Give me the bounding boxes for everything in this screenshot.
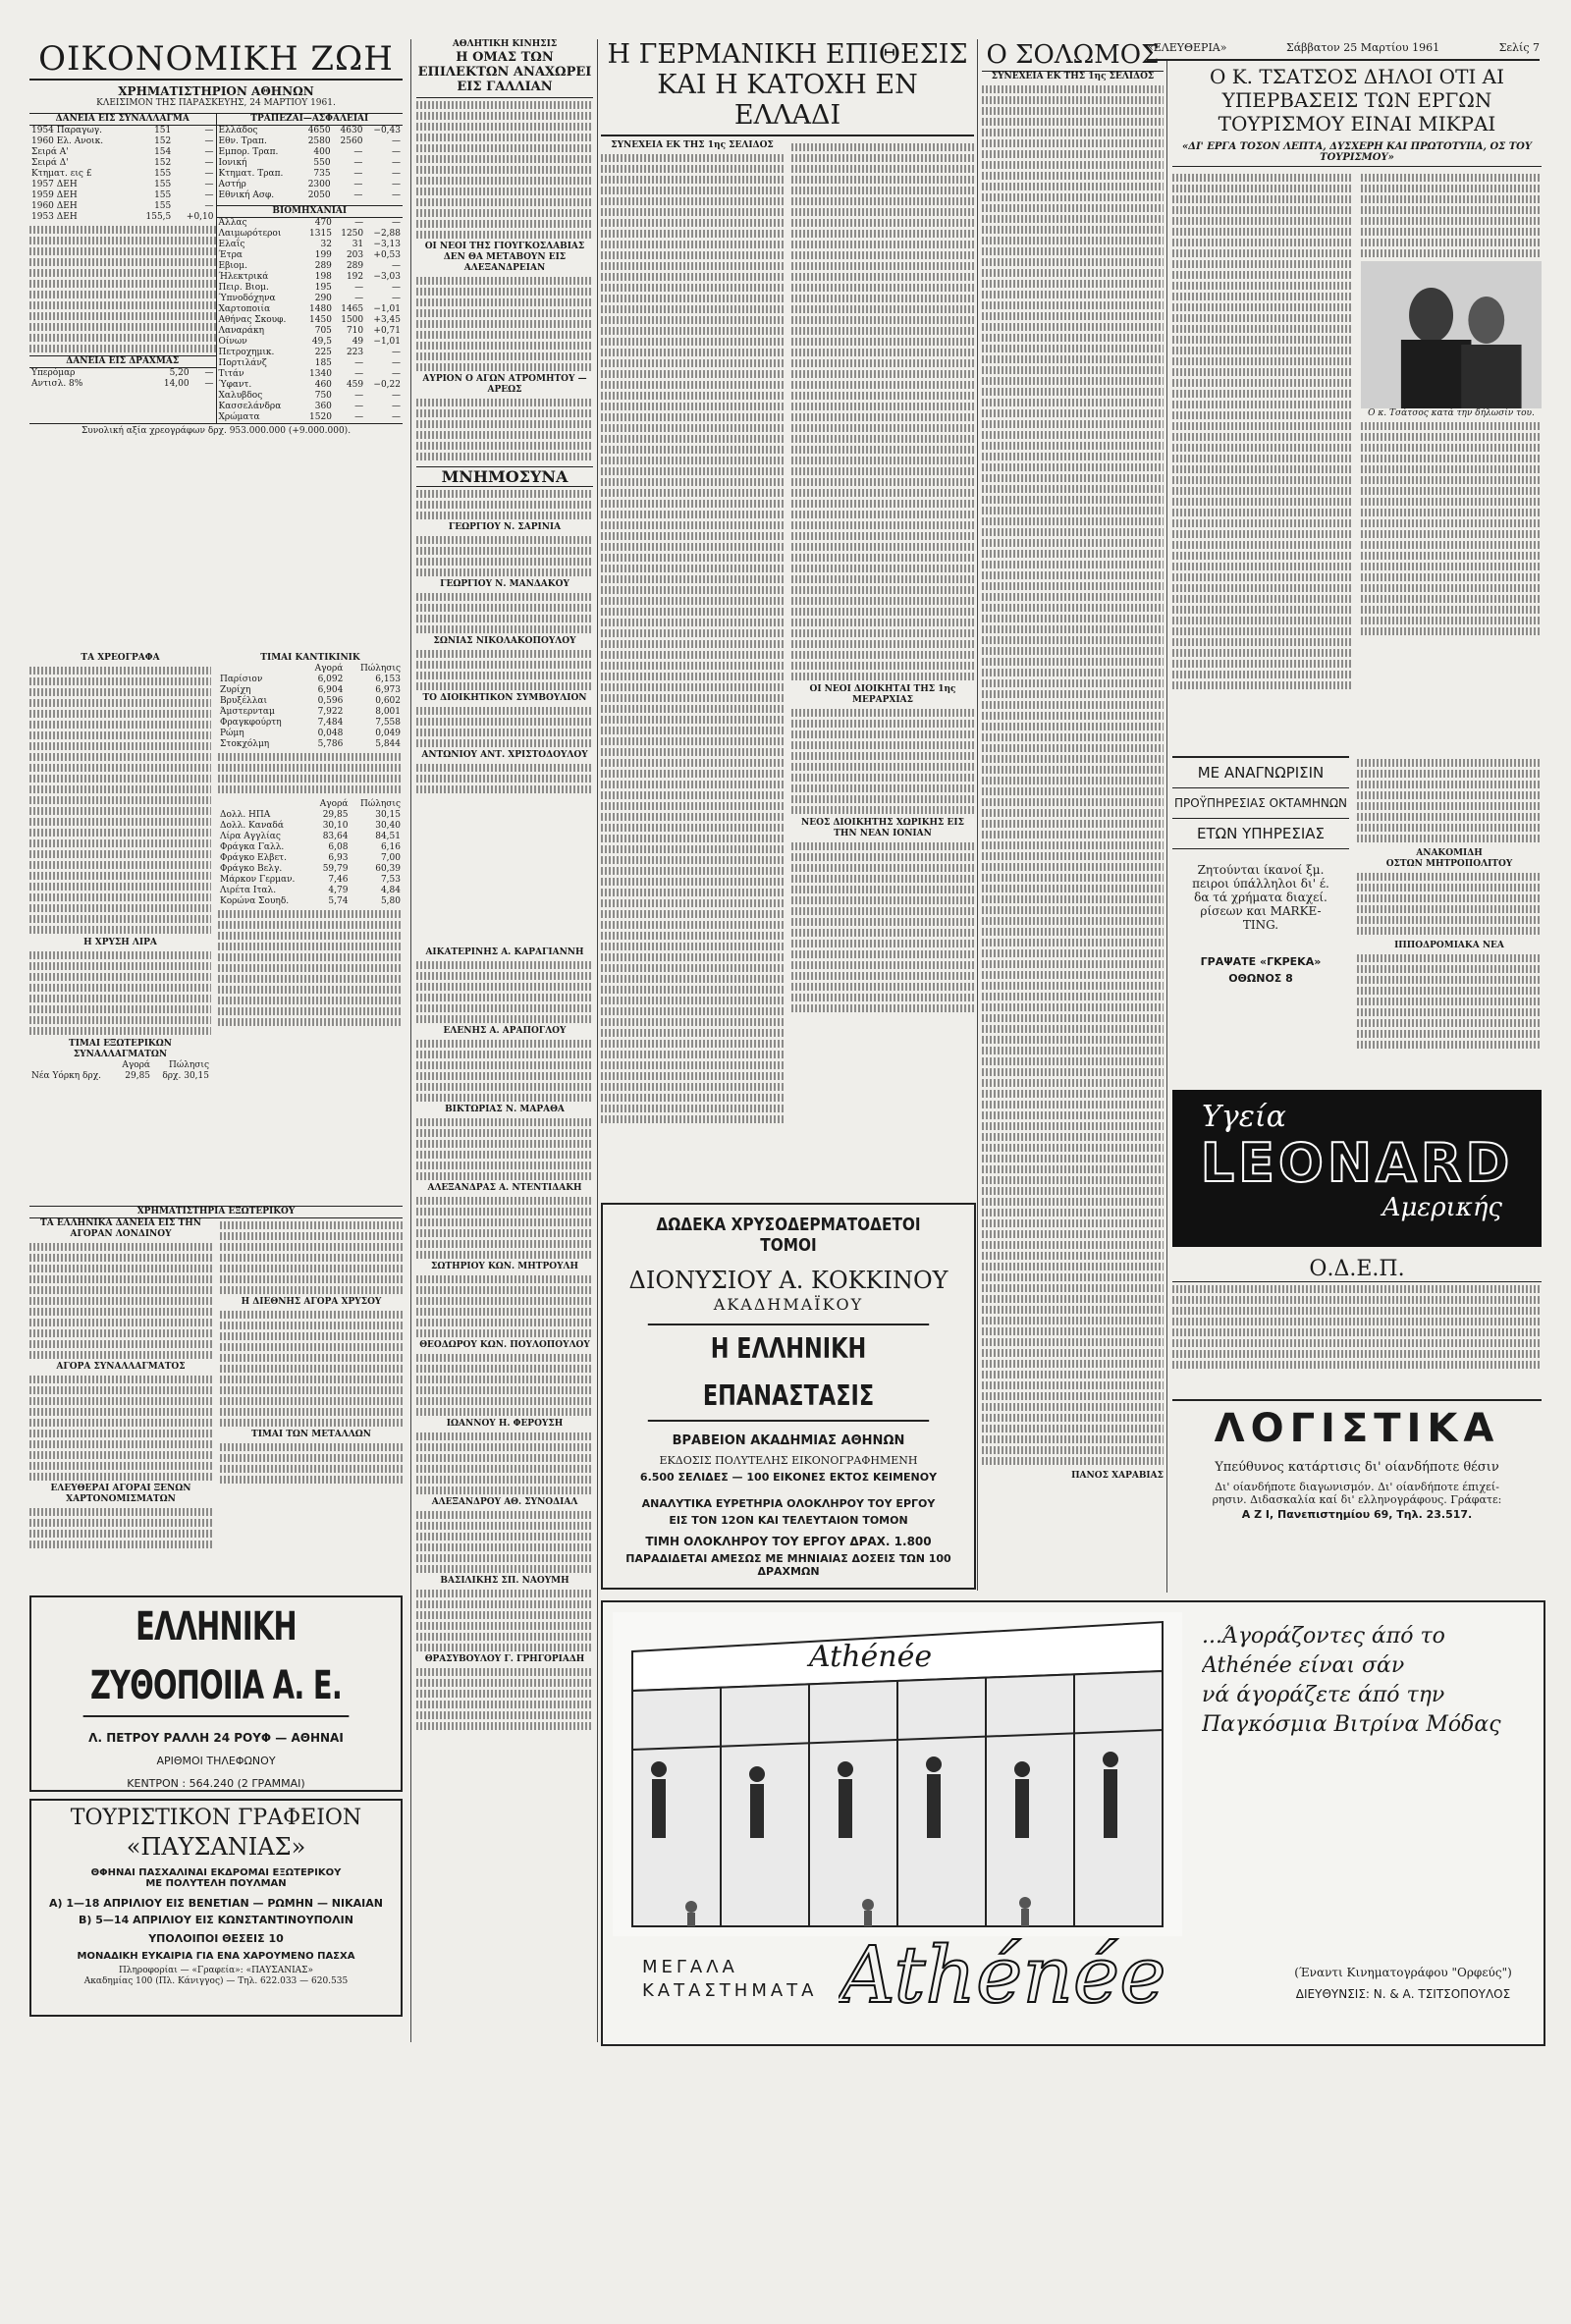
kokkinos-author: ΔΙΟΝΥΣΙΟΥ Α. ΚΟΚΚΙΝΟΥ [628, 1267, 948, 1294]
travel-ad [29, 1799, 403, 2017]
table-row: Δολλ. ΗΠΑ 29,85 30,15 [220, 810, 401, 820]
table-row: Κασσελάνδρα 360 — — [218, 402, 401, 411]
table-row: Ύφαντ. 460 459 −0,22 [218, 380, 401, 390]
athletics-title: Η ΟΜΑΣ ΤΩΝ ΕΠΙΛΕΚΤΩΝ ΑΝΑΧΩΡΕΙ ΕΙΣ ΓΑΛΛΙΑΝ [416, 50, 593, 98]
table-row: Ελαΐς 32 31 −3,13 [218, 240, 401, 249]
table-row: Δολλ. Καναδά 30,10 30,40 [220, 821, 401, 831]
memorial-name: ΘΕΟΔΩΡΟΥ ΚΩΝ. ΠΟΥΛΟΠΟΥΛΟΥ [419, 1340, 590, 1350]
leonard-brand: LEONARD [1200, 1132, 1514, 1194]
table-row: Τιτάν 1340 — — [218, 369, 401, 379]
beer-ad-title: ΕΛΛΗΝΙΚΗ ΖΥΘΟΠΟΙΙΑ Α. Ε. [83, 1597, 350, 1717]
athenee-big1: ΜΕΓΑΛΑ [642, 1957, 738, 1977]
accounting-line4: Α Ζ Ι, Πανεπιστημίου 69, Τηλ. 23.517. [1241, 1508, 1473, 1521]
athenee-tagline-2: Athénée είναι σάν [1202, 1653, 1405, 1678]
travel-ad-unique: ΜΟΝΑΔΙΚΗ ΕΥΚΑΙΡΙΑ ΓΙΑ ΕΝΑ ΧΑΡΟΥΜΕΝΟ ΠΑΣΧΑ [77, 1951, 355, 1962]
jobs-title3: ΕΤΩΝ ΥΠΗΡΕΣΙΑΣ [1172, 819, 1349, 849]
memorial-name: ΒΙΚΤΩΡΙΑΣ Ν. ΜΑΡΑΘΑ [445, 1105, 565, 1114]
jobs-write: ΓΡΑΨΑΤΕ «ΓΚΡΕΚΑ» [1200, 955, 1322, 968]
table-row: Έτρα 199 203 +0,53 [218, 250, 401, 260]
securities-title: ΤΑ ΧΡΕΟΓΡΑΦΑ [81, 653, 160, 663]
jobs-body2: πειροι ύπάλληλοι δι' έ. [1192, 877, 1329, 891]
athenee-footer [1271, 1966, 1536, 2025]
metropolitan-title2: ΟΣΤΩΝ ΜΗΤΡΟΠΟΛΙΤΟΥ [1385, 859, 1513, 869]
tsatsos-deck: «ΔΙ' ΕΡΓΑ ΤΟΣΟΝ ΛΕΠΤΑ, ΔΥΣΧΕΡΗ ΚΑΙ ΠΡΩΤΟΤΥΠΑ, ΟΣ ΤΟΥ ΤΟΥΡΙΣΜΟΥ» [1172, 141, 1542, 167]
table-row: Νέα Υόρκη δρχ. 29,85 δρχ. 30,15 [31, 1071, 209, 1081]
athletics-sub1: ΟΙ ΝΕΟΙ ΤΗΣ ΓΙΟΥΓΚΟΣΛΑΒΙΑΣ ΔΕΝ ΘΑ ΜΕΤΑΒΟΥΝ ΕΙΣ ΑΛΕΞΑΝΔΡΕΙΑΝ [424, 242, 585, 273]
table-row: Οίνων 49,5 49 −1,01 [218, 337, 401, 347]
athenee-store-sign: Athénée [809, 1640, 933, 1674]
table-row: Αστήρ 2300 — — [218, 180, 401, 189]
kokkinos-volumes: ΕΙΣ ΤΟΝ 12ΟΝ ΚΑΙ ΤΕΛΕΥΤΑΙΟΝ ΤΟΜΟΝ [669, 1514, 908, 1527]
travel-ad-title1: ΤΟΥΡΙΣΤΙΚΟΝ ΓΡΑΦΕΙΟΝ [70, 1806, 362, 1830]
banks-table [217, 126, 404, 201]
coins-title: ΤΙΜΑΙ ΚΑΝΤΙΚΙΝΙΚ [260, 653, 360, 663]
memorial-name: ΑΛΕΞΑΝΔΡΑΣ Α. ΝΤΕΝΤΙΔΑΚΗ [427, 1183, 582, 1193]
solomos-article [982, 39, 1164, 1591]
solomos-title: Ο ΣΟΛΩΜΟΣ [982, 39, 1164, 72]
jobs-street: ΟΘΩΝΟΣ 8 [1228, 972, 1293, 985]
memorial-name: ΓΕΩΡΓΙΟΥ Ν. ΜΑΝΔΑΚΟΥ [440, 579, 569, 589]
kokkinos-series: ΔΩΔΕΚΑ ΧΡΥΣΟΔΕΡΜΑΤΟΔΕΤΟΙ ΤΟΜΟΙ [656, 1215, 921, 1256]
currency-title: ΑΓΟΡΑ ΣΥΝΑΛΛΑΓΜΑΤΟΣ [56, 1362, 186, 1372]
travel-ad-trip2: Β) 5—14 ΑΠΡΙΛΙΟΥ ΕΙΣ ΚΩΝΣΤΑΝΤΙΝΟΥΠΟΛΙΝ [79, 1914, 353, 1926]
memorial-name: ΣΩΤΗΡΙΟΥ ΚΩΝ. ΜΗΤΡΟΥΛΗ [431, 1262, 578, 1271]
table-row: Φραγκφούρτη 7,484 7,558 [220, 718, 401, 728]
table-row: Πειρ. Βιομ. 195 — — [218, 283, 401, 293]
kokkinos-index: ΑΝΑΛΥΤΙΚΑ ΕΥΡΕΤΗΡΙΑ ΟΛΟΚΛΗΡΟΥ ΤΟΥ ΕΡΓΟΥ [641, 1497, 936, 1510]
jobs-title1: ΜΕ ΑΝΑΓΝΩΡΙΣΙΝ [1172, 758, 1349, 788]
table-row: Εβιομ. 289 289 — [218, 261, 401, 271]
table-row: Κτηματ. εις £ 155 — [31, 169, 214, 179]
athenee-store-illustration [613, 1612, 1182, 1936]
jobs-body4: ρίσεων και MARKE- [1200, 904, 1322, 918]
solomos-continue: ΣΥΝΕΧΕΙΑ ΕΚ ΤΗΣ 1ης ΣΕΛΙΔΟΣ [991, 72, 1155, 81]
table-row: Λαναράκη 705 710 +0,71 [218, 326, 401, 336]
table-row: Ελλάδος 4650 4630 −0,43 [218, 126, 401, 135]
accounting-line1: Υπεύθυνος κατάρτισις δι' οίανδήποτε θέσιν [1215, 1460, 1499, 1475]
table-row: Κορώνα Σουηδ. 5,74 5,80 [220, 896, 401, 906]
travel-ad-seats: ΥΠΟΛΟΙΠΟΙ ΘΕΣΕΙΣ 10 [148, 1932, 284, 1945]
table-row: Χαλυβδος 750 — — [218, 391, 401, 401]
masthead-date: Σάββατον 25 Μαρτίου 1961 [1285, 41, 1440, 54]
hippo-metropolitan-column [1357, 756, 1542, 1080]
memorial-name: ΓΕΩΡΓΙΟΥ Ν. ΣΑΡΙΝΙΑ [448, 522, 562, 532]
tsatsos-title: Ο Κ. ΤΣΑΤΣΟΣ ΔΗΛΟΙ ΟΤΙ ΑΙ ΥΠΕΡΒΑΣΕΙΣ ΤΩΝ ΕΡΓΩΝ ΤΟΥΡΙΣΜΟΥ ΕΙΝΑΙ ΜΙΚΡΑΙ [1209, 65, 1505, 135]
odep-notice [1172, 1257, 1542, 1394]
banks-header: ΤΡΑΠΕΖΑΙ—ΑΣΦΑΛΕΙΑΙ [217, 114, 404, 126]
athenee-tagline-1: ...Άγοράζοντες άπό το [1202, 1624, 1445, 1648]
leonard-origin: Αμερικής [1381, 1193, 1502, 1222]
exchange-title: ΧΡΗΜΑΤΙΣΤΗΡΙΟΝ ΑΘΗΝΩΝ [118, 84, 314, 98]
memorial-name: ΕΛΕΝΗΣ Α. ΑΡΑΠΟΓΛΟΥ [443, 1026, 567, 1036]
athenee-tagline-3: νά άγοράζετε άπό την [1202, 1683, 1445, 1707]
table-row: Χαρτοποιία 1480 1465 −1,01 [218, 304, 401, 314]
table-row: Εθν. Τραπ. 2580 2560 — [218, 136, 401, 146]
table-row: 1960 ΔΕΗ 155 — [31, 201, 214, 211]
jobs-title2: ΠΡΟΫΠΗΡΕΣΙΑΣ ΟΚΤΑΜΗΝΩΝ [1172, 788, 1349, 819]
gold-intl-title: Η ΔΙΕΘΝΗΣ ΑΓΟΡΑ ΧΡΥΣΟΥ [241, 1297, 382, 1307]
kokkinos-price: ΤΙΜΗ ΟΛΟΚΛΗΡΟΥ ΤΟΥ ΕΡΓΟΥ ΔΡΑΧ. 1.800 [645, 1535, 932, 1548]
kokkinos-academic: ΑΚΑΔΗΜΑΪΚΟΥ [713, 1295, 864, 1314]
memorials-council: ΤΟ ΔΙΟΙΚΗΤΙΚΟΝ ΣΥΜΒΟΥΛΙΟΝ [422, 693, 587, 703]
athenee-address: (Έναντι Κινηματογράφου "Ορφεύς") [1294, 1966, 1512, 1979]
kokkinos-book: Η ΕΛΛΗΝΙΚΗ ΕΠΑΝΑΣΤΑΣΙΣ [648, 1324, 929, 1422]
gold-title: Η ΧΡΥΣΗ ΛΙΡΑ [83, 938, 157, 947]
table-row: Εμπορ. Τραπ. 400 — — [218, 147, 401, 157]
tsatsos-photo [1361, 261, 1542, 408]
athenee-ad [601, 1600, 1545, 2046]
memorial-name: ΑΛΕΞΑΝΔΡΟΥ ΑΘ. ΣΥΝΟΔΙΑΛ [431, 1497, 578, 1507]
table-row: Βρυξέλλαι 0,596 0,602 [220, 696, 401, 706]
table-row: Φράγκο Βελγ. 59,79 60,39 [220, 864, 401, 874]
loans-table [29, 126, 216, 223]
economy-title: ΟΙΚΟΝΟΜΙΚΗ ΖΩΗ [29, 39, 403, 81]
total-value: Συνολική αξία χρεογράφων δρχ. 953.000.000 (+9.000.000). [29, 423, 403, 437]
tsatsos-caption: Ο κ. Τσάτσος κατά την δήλωσίν του. [1368, 408, 1535, 418]
table-row: Άμστερνταμ 7,922 8,001 [220, 707, 401, 717]
memorials-title: ΜΝΗΜΟΣΥΝΑ [416, 466, 593, 487]
tsatsos-article [1172, 65, 1542, 742]
table-row: 1957 ΔΕΗ 155 — [31, 180, 214, 189]
securities-column [29, 653, 211, 1203]
memorial-name: ΑΝΤΩΝΙΟΥ ΑΝΤ. ΧΡΙΣΤΟΔΟΥΛΟΥ [421, 750, 588, 760]
travel-ad-trip1: Α) 1—18 ΑΠΡΙΛΙΟΥ ΕΙΣ ΒΕΝΕΤΙΑΝ — ΡΩΜΗΝ — ΝΙΚΑΙΑΝ [49, 1897, 383, 1910]
masthead-page: Σελίς 7 [1498, 41, 1540, 54]
jobs-body5: TING. [1242, 918, 1279, 932]
coins-table: Αγορά Πώλησις Παρίσιον 6,092 6,153 Ζυρίχη 6,904 6,973 Βρυξέλλαι 0,596 0,602 Άμστερνταμ 7,922 8,001 Φραγκφούρτη 7,484 7,558 Ρώμη 0,048 0,049 Στοκχόλμη 5,786 5,844 [220, 664, 401, 749]
athenee-tagline-4: Παγκόσμια Βιτρίνα Μόδας [1202, 1712, 1501, 1737]
war-sub2: ΝΕΟΣ ΔΙΟΙΚΗΤΗΣ ΧΩΡΙΚΗΣ ΕΙΣ ΤΗΝ ΝΕΑΝ ΙΟΝΙΑΝ [801, 818, 964, 838]
jobs-body1: Ζητούνται ίκανοί ξμ. [1197, 863, 1325, 877]
beer-ad-phones-label: ΑΡΙΘΜΟΙ ΤΗΛΕΦΩΝΟΥ [156, 1755, 276, 1767]
metropolitan-title1: ΑΝΑΚΟΜΙΔΗ [1416, 848, 1483, 858]
athenee-big-label [642, 1956, 819, 2015]
jobs-ad [1172, 756, 1349, 1082]
portrait-icon [1361, 261, 1542, 408]
table-row: Άλλας 470 — — [218, 218, 401, 228]
rates-column [218, 653, 403, 1203]
table-row: Λαιμωρότεροι 1315 1250 −2,88 [218, 229, 401, 239]
odep-title: Ο.Δ.Ε.Π. [1172, 1257, 1542, 1282]
drachma-loans-header: ΔΑΝΕΙΑ ΕΙΣ ΔΡΑΧΜΑΣ [29, 355, 216, 368]
table-row: Στοκχόλμη 5,786 5,844 [220, 739, 401, 749]
travel-ad-title2: «ΠΑΥΣΑΝΙΑΣ» [126, 1833, 306, 1861]
memorial-name: ΣΩΝΙΑΣ ΝΙΚΟΛΑΚΟΠΟΥΛΟΥ [433, 636, 576, 646]
solomos-byline: ΠΑΝΟΣ ΧΑΡΑΒΙΑΣ [1071, 1471, 1164, 1481]
table-row: Μάρκον Γερμαν. 7,46 7,53 [220, 875, 401, 885]
table-row: Ρώμη 0,048 0,049 [220, 729, 401, 738]
kokkinos-edition: ΕΚΔΟΣΙΣ ΠΟΛΥΤΕΛΗΣ ΕΙΚΟΝΟΓΡΑΦΗΜΕΝΗ [659, 1454, 918, 1467]
travel-ad-address: Ακαδημίας 100 (Πλ. Κάνιγγος) — Τηλ. 622.033 — 620.535 [83, 1976, 349, 1986]
exchange-quotes-table: Αγορά Πώλησις Νέα Υόρκη δρχ. 29,85 δρχ. 30,15 [31, 1060, 209, 1081]
table-row: Φράγκα Γαλλ. 6,08 6,16 [220, 842, 401, 852]
leonard-ad [1172, 1090, 1542, 1247]
athletics-sub2: ΑΥΡΙΟΝ Ο ΑΓΩΝ ΑΤΡΟΜΗΤΟΥ — ΑΡΕΩΣ [422, 374, 587, 395]
table-row: Ήλεκτρικά 198 192 −3,03 [218, 272, 401, 282]
hippo-title: ΙΠΠΟΔΡΟΜΙΑΚΑ ΝΕΑ [1394, 941, 1504, 950]
metals-title: ΤΙΜΑΙ ΤΩΝ ΜΕΤΑΛΛΩΝ [251, 1430, 371, 1439]
memorials-continued [416, 947, 593, 2047]
free-market-title: ΕΛΕΥΘΕΡΑΙ ΑΓΟΡΑΙ ΞΕΝΩΝ ΧΑΡΤΟΝΟΜΙΣΜΑΤΩΝ [50, 1484, 191, 1504]
foreign-exchange-section [29, 1206, 403, 1579]
accounting-ad [1172, 1399, 1542, 1558]
beer-ad-center: ΚΕΝΤΡΟΝ : 564.240 (2 ΓΡΑΜΜΑΙ) [127, 1777, 305, 1790]
kokkinos-ad [601, 1203, 976, 1590]
table-row: 1953 ΔΕΗ 155,5 +0,10 [31, 212, 214, 222]
table-row: Υπερόμαρ 5,20 — [31, 368, 214, 378]
table-row: 1959 ΔΕΗ 155 — [31, 190, 214, 200]
table-row: Λιρέτα Ιταλ. 4,79 4,84 [220, 886, 401, 895]
war-title: Η ΓΕΡΜΑΝΙΚΗ ΕΠΙΘΕΣΙΣ ΚΑΙ Η ΚΑΤΟΧΗ ΕΝ ΕΛΛΑΔΙ [601, 39, 974, 136]
table-row: Ιονική 550 — — [218, 158, 401, 168]
kokkinos-pages: 6.500 ΣΕΛΙΔΕΣ — 100 ΕΙΚΟΝΕΣ ΕΚΤΟΣ ΚΕΙΜΕΝΟΥ [639, 1471, 938, 1484]
foreign-title: ΧΡΗΜΑΤΙΣΤΗΡΙΑ ΕΞΩΤΕΡΙΚΟΥ [29, 1206, 403, 1218]
table-row: Φράγκο Ελβετ. 6,93 7,00 [220, 853, 401, 863]
athletics-section [416, 39, 593, 943]
kokkinos-publisher [603, 1588, 974, 1590]
masthead [1147, 41, 1540, 61]
athenee-tagline [1202, 1622, 1526, 1779]
masthead-paper: «ΕΛΕΥΘΕΡΙΑ» [1147, 41, 1227, 54]
athenee-management: ΔΙΕΥΘΥΝΣΙΣ: Ν. & Α. ΤΣΙΤΣΟΠΟΥΛΟΣ [1295, 1987, 1511, 2001]
accounting-line3: ρησιν. Διδασκαλία καί δι' ελληνογράφους. Γράφατε: [1212, 1493, 1502, 1506]
kokkinos-award: ΒΡΑΒΕΙΟΝ ΑΚΑΔΗΜΙΑΣ ΑΘΗΝΩΝ [672, 1433, 905, 1448]
travel-ad-line2: ΜΕ ΠΟΛΥΤΕΛΗ ΠΟΥΛΜΑΝ [145, 1878, 287, 1889]
table-row: Σειρά Δ' 152 — [31, 158, 214, 168]
memorial-name: ΙΩΑΝΝΟΥ Η. ΦΕΡΟΥΣΗ [446, 1419, 564, 1429]
table-row: Ζυρίχη 6,904 6,973 [220, 685, 401, 695]
war-article [601, 39, 974, 1178]
athenee-big2: ΚΑΤΑΣΤΗΜΑΤΑ [642, 1980, 818, 2001]
drachma-table [29, 368, 216, 390]
table-row: Εθνική Ασφ. 2050 — — [218, 190, 401, 200]
athletics-kicker: ΑΘΛΗΤΙΚΗ ΚΙΝΗΣΙΣ [452, 39, 558, 49]
war-continue: ΣΥΝΕΧΕΙΑ ΕΚ ΤΗΣ 1ης ΣΕΛΙΔΟΣ [611, 140, 774, 150]
table-row: Κτηματ. Τραπ. 735 — — [218, 169, 401, 179]
athenee-logo: Athénée [839, 1929, 1166, 2021]
table-row: Χρώματα 1520 — — [218, 412, 401, 422]
leonard-greeting: Υγεία [1202, 1100, 1286, 1134]
table-row: Λίρα Αγγλίας 83,64 84,51 [220, 832, 401, 841]
jobs-body3: δα τά χρήματα διαχεί. [1194, 891, 1327, 904]
travel-ad-line1: ΘΦΗΝΑΙ ΠΑΣΧΑΛΙΝΑΙ ΕΚΔΡΟΜΑΙ ΕΞΩΤΕΡΙΚΟΥ [90, 1867, 342, 1878]
accounting-title: ΛΟΓΙΣΤΙΚΑ [1214, 1406, 1500, 1451]
accounting-line2: Δι' οίανδήποτε διαγωνισμόν. Δι' οίανδήποτε έπιχεί- [1215, 1481, 1499, 1493]
beer-ad [29, 1595, 403, 1792]
exchange-subtitle: ΚΛΕΙΣΙΜΟΝ ΤΗΣ ΠΑΡΑΣΚΕΥΗΣ, 24 ΜΑΡΤΙΟΥ 1961. [96, 98, 336, 108]
economy-section [29, 39, 403, 648]
table-row: Ύπνοδόχηνα 290 — — [218, 294, 401, 303]
memorial-name: ΒΑΣΙΛΙΚΗΣ ΣΠ. ΝΑΟΥΜΗ [440, 1576, 569, 1586]
table-row: Σειρά Α' 154 — [31, 147, 214, 157]
table-row: Αντισλ. 8% 14,00 — [31, 379, 214, 389]
industrial-table [217, 218, 404, 423]
war-sub1: ΟΙ ΝΕΟΙ ΔΙΟΙΚΗΤΑΙ ΤΗΣ 1ης ΜΕΡΑΡΧΙΑΣ [809, 684, 956, 705]
exchange-quotes-title: ΤΙΜΑΙ ΕΞΩΤΕΡΙΚΩΝ ΣΥΝΑΛΛΑΓΜΑΤΩΝ [69, 1039, 172, 1059]
table-row: Πετροχημικ. 225 223 — [218, 348, 401, 357]
memorial-name: ΑΙΚΑΤΕΡΙΝΗΣ Α. ΚΑΡΑΓΙΑΝΝΗ [425, 947, 584, 957]
loans-header: ΔΑΝΕΙΑ ΕΙΣ ΣΥΝΑΛΛΑΓΜΑ [29, 114, 216, 126]
table-row: Αθήνας Σκουφ. 1450 1500 +3,45 [218, 315, 401, 325]
kokkinos-delivery: ΠΑΡΑΔΙΔΕΤΑΙ ΑΜΕΣΩΣ ΜΕ ΜΗΝΙΑΙΑΣ ΔΟΣΕΙΣ ΤΩΝ 100 ΔΡΑΧΜΩΝ [625, 1552, 951, 1578]
industrial-header: ΒΙΟΜΗΧΑΝΙΑΙ [217, 205, 404, 218]
table-row: 1954 Παραγωγ. 151 — [31, 126, 214, 135]
table-row: Πορτιλάνζ 185 — — [218, 358, 401, 368]
greek-loans-title: ΤΑ ΕΛΛΗΝΙΚΑ ΔΑΝΕΙΑ ΕΙΣ ΤΗΝ ΑΓΟΡΑΝ ΛΟΝΔΙΝΟΥ [40, 1218, 201, 1239]
table-row: Παρίσιον 6,092 6,153 [220, 675, 401, 684]
exchange-right-table: Αγορά Πώλησις Δολλ. ΗΠΑ 29,85 30,15 Δολλ. Καναδά 30,10 30,40 Λίρα Αγγλίας 83,64 84,51 Φράγκα Γαλλ. 6,08 6,16 Φράγκο Ελβετ. 6,93 7,00 Φράγκο Βελγ. 59,79 60,39 Μάρκον Γερμαν. 7,46 7,53 Λιρέτα Ιταλ. 4,79 4,84 Κορώνα Σουηδ. 5,74 5,80 [220, 799, 401, 906]
travel-ad-info: Πληροφορίαι — «Γραφεία»: «ΠΑΥΣΑΝΙΑΣ» [118, 1966, 314, 1975]
memorial-name: ΘΡΑΣΥΒΟΥΛΟΥ Γ. ΓΡΗΓΟΡΙΑΔΗ [424, 1654, 585, 1664]
beer-ad-address: Λ. ΠΕΤΡΟΥ ΡΑΛΛΗ 24 ΡΟΥΦ — ΑΘΗΝΑΙ [88, 1731, 344, 1745]
table-row: 1960 Ελ. Ανοικ. 152 — [31, 136, 214, 146]
